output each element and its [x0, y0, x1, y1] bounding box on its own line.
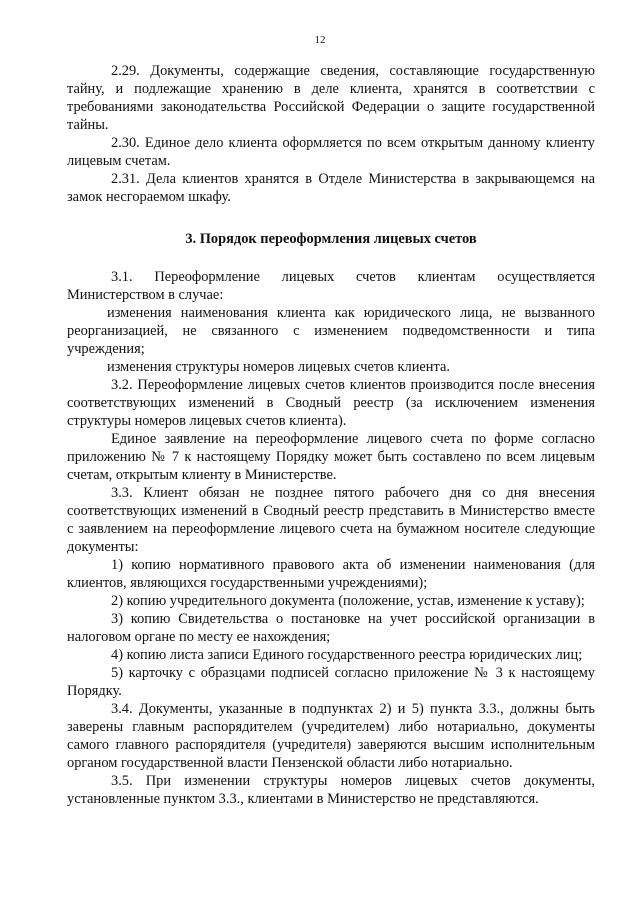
document-body [67, 62, 595, 808]
paragraph-3-5: 3.5. При изменении структуры номеров лицевых счетов документы, установленные пунктом 3.3., клиентами в Министерство не представляются. [67, 773, 595, 807]
paragraph-3-4: 3.4. Документы, указанные в подпунктах 2) и 5) пункта 3.3., должны быть заверены главным распорядителем (учредителем) либо нотариально, документы самого главного распорядителя (учредителя) заверяются высшим исполнительным органом государственной власти Пензенской области либо нотариально. [67, 701, 595, 771]
paragraph-3-1: 3.1. Переоформление лицевых счетов клиентам осуществляется Министерством в случае: [67, 269, 595, 303]
paragraph-3-3: 3.3. Клиент обязан не позднее пятого рабочего дня со дня внесения соответствующих изменений в Сводный реестр представить в Министерство вместе с заявлением на переоформление лицевого счета на бумажном носителе следующие документы: [67, 485, 595, 555]
paragraph-3-2: 3.2. Переоформление лицевых счетов клиентов производится после внесения соответствующих изменений в Сводный реестр (за исключением изменения структуры номеров лицевых счетов клиента). [67, 377, 595, 429]
page-number: 12 [314, 34, 326, 46]
paragraph-case-rename: изменения наименования клиента как юридического лица, не вызванного реорганизацией, не связанного с изменением подведомственности и типа учреждения; [67, 305, 595, 357]
paragraph-2-29: 2.29. Документы, содержащие сведения, составляющие государственную тайну, и подлежащие хранению в деле клиента, хранятся в соответствии с требованиями законодательства Российской Федерации о защите государственной тайны. [67, 63, 595, 133]
paragraph-case-structure: изменения структуры номеров лицевых счетов клиента. [107, 359, 450, 375]
list-item-4: 4) копию листа записи Единого государственного реестра юридических лиц; [111, 647, 583, 663]
paragraph-single-application: Единое заявление на переоформление лицевого счета по форме согласно приложению № 7 к настоящему Порядку может быть составлено по всем лицевым счетам, открытым клиенту в Министерстве. [67, 431, 595, 483]
paragraph-2-30: 2.30. Единое дело клиента оформляется по всем открытым данному клиенту лицевым счетам. [67, 135, 595, 169]
list-item-5: 5) карточку с образцами подписей согласно приложение № 3 к настоящему Порядку. [67, 665, 595, 699]
list-item-2: 2) копию учредительного документа (положение, устав, изменение к уставу); [111, 593, 585, 609]
section-heading: 3. Порядок переоформления лицевых счетов [185, 231, 477, 247]
list-item-1: 1) копию нормативного правового акта об изменении наименования (для клиентов, являющихся государственными учреждениями); [67, 557, 595, 591]
list-item-3: 3) копию Свидетельства о постановке на учет российской организации в налоговом органе по месту ее нахождения; [67, 611, 595, 645]
paragraph-2-31: 2.31. Дела клиентов хранятся в Отделе Министерства в закрывающемся на замок несгораемом шкафу. [67, 171, 595, 205]
